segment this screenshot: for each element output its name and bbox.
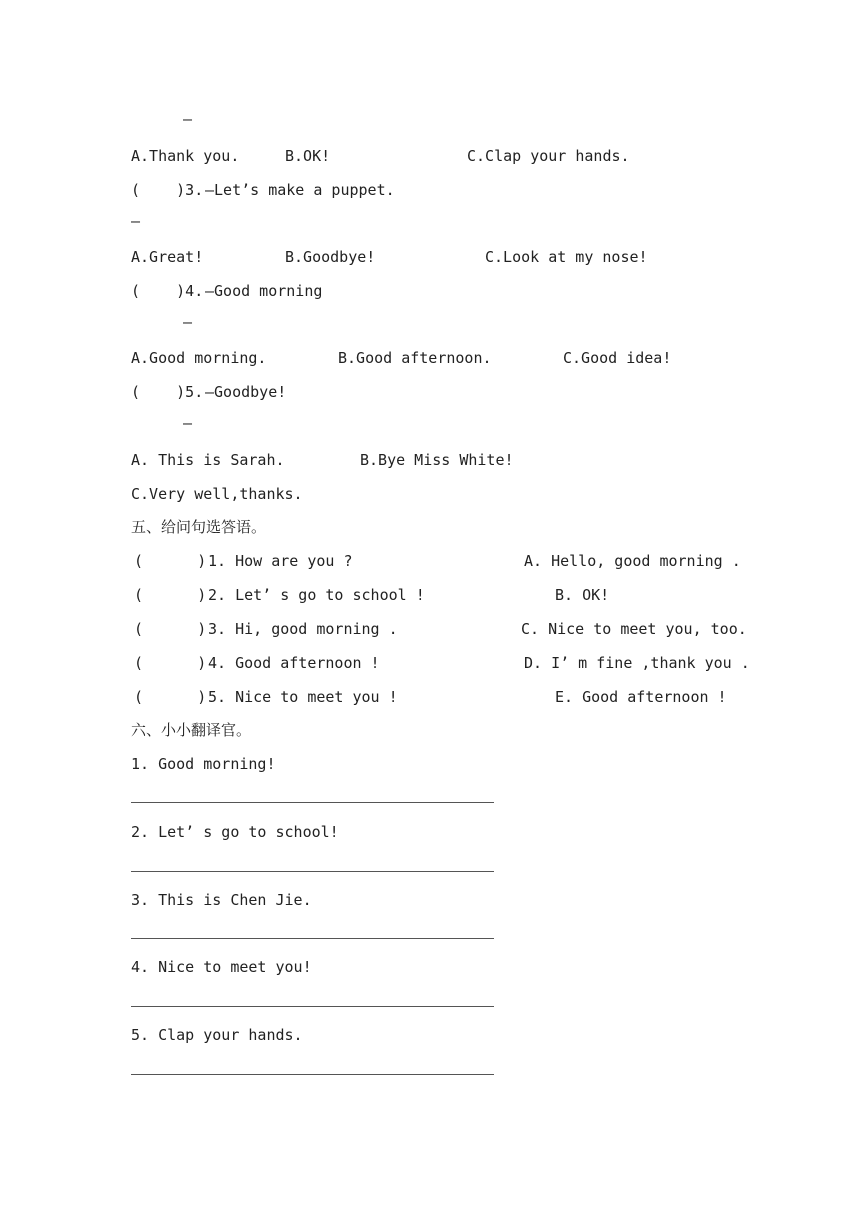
q3-option-b: B.Goodbye! (285, 248, 376, 266)
answer-line-4[interactable] (131, 1006, 494, 1007)
part5-answer-c: C. Nice to meet you, too. (521, 620, 747, 638)
q3-option-a: A.Great! (131, 248, 204, 266)
part6-item-3: 3. This is Chen Jie. (131, 891, 312, 909)
q4-text: —Good morning (205, 282, 323, 300)
q4-paren: ( )4. (131, 282, 204, 300)
part5-q3-paren: ( ) (134, 620, 207, 638)
part5-q1-text: 1. How are you ? (208, 552, 353, 570)
part5-answer-a: A. Hello, good morning . (524, 552, 741, 570)
answer-line-1[interactable] (131, 802, 494, 803)
answer-line-5[interactable] (131, 1074, 494, 1075)
part5-q1-paren: ( ) (134, 552, 207, 570)
part5-answer-e: E. Good afternoon ! (555, 688, 727, 706)
q3-text: —Let’s make a puppet. (205, 181, 395, 199)
part5-q4-paren: ( ) (134, 654, 207, 672)
q4-answer-dash: — (183, 313, 193, 331)
q2-option-c: C.Clap your hands. (467, 147, 630, 165)
part6-heading: 六、小小翻译官。 (131, 721, 252, 739)
q2-option-b: B.OK! (285, 147, 331, 165)
part5-answer-d: D. I’ m fine ,thank you . (524, 654, 750, 672)
q3-option-c: C.Look at my nose! (485, 248, 648, 266)
q5-answer-dash: — (183, 414, 193, 432)
part5-q5-text: 5. Nice to meet you ! (208, 688, 398, 706)
q5-option-a: A. This is Sarah. (131, 451, 285, 469)
q3-paren: ( )3. (131, 181, 204, 199)
q4-option-c: C.Good idea! (563, 349, 672, 367)
part5-q2-text: 2. Let’ s go to school ! (208, 586, 425, 604)
part6-item-5: 5. Clap your hands. (131, 1026, 303, 1044)
answer-line-3[interactable] (131, 938, 494, 939)
part5-q3-text: 3. Hi, good morning . (208, 620, 398, 638)
q5-paren: ( )5. (131, 383, 204, 401)
q5-option-b: B.Bye Miss White! (360, 451, 514, 469)
part6-item-4: 4. Nice to meet you! (131, 958, 312, 976)
part6-item-1: 1. Good morning! (131, 755, 276, 773)
part5-q5-paren: ( ) (134, 688, 207, 706)
part6-item-2: 2. Let’ s go to school! (131, 823, 339, 841)
q5-text: —Goodbye! (205, 383, 287, 401)
q2-answer-dash: — (183, 110, 193, 128)
part5-heading: 五、给问句选答语。 (131, 518, 267, 536)
part5-q2-paren: ( ) (134, 586, 207, 604)
q2-option-a: A.Thank you. (131, 147, 240, 165)
answer-line-2[interactable] (131, 871, 494, 872)
part5-q4-text: 4. Good afternoon ! (208, 654, 380, 672)
part5-answer-b: B. OK! (555, 586, 610, 604)
q5-option-c: C.Very well,thanks. (131, 485, 303, 503)
q4-option-b: B.Good afternoon. (338, 349, 492, 367)
q4-option-a: A.Good morning. (131, 349, 267, 367)
q3-answer-dash: — (131, 212, 141, 230)
